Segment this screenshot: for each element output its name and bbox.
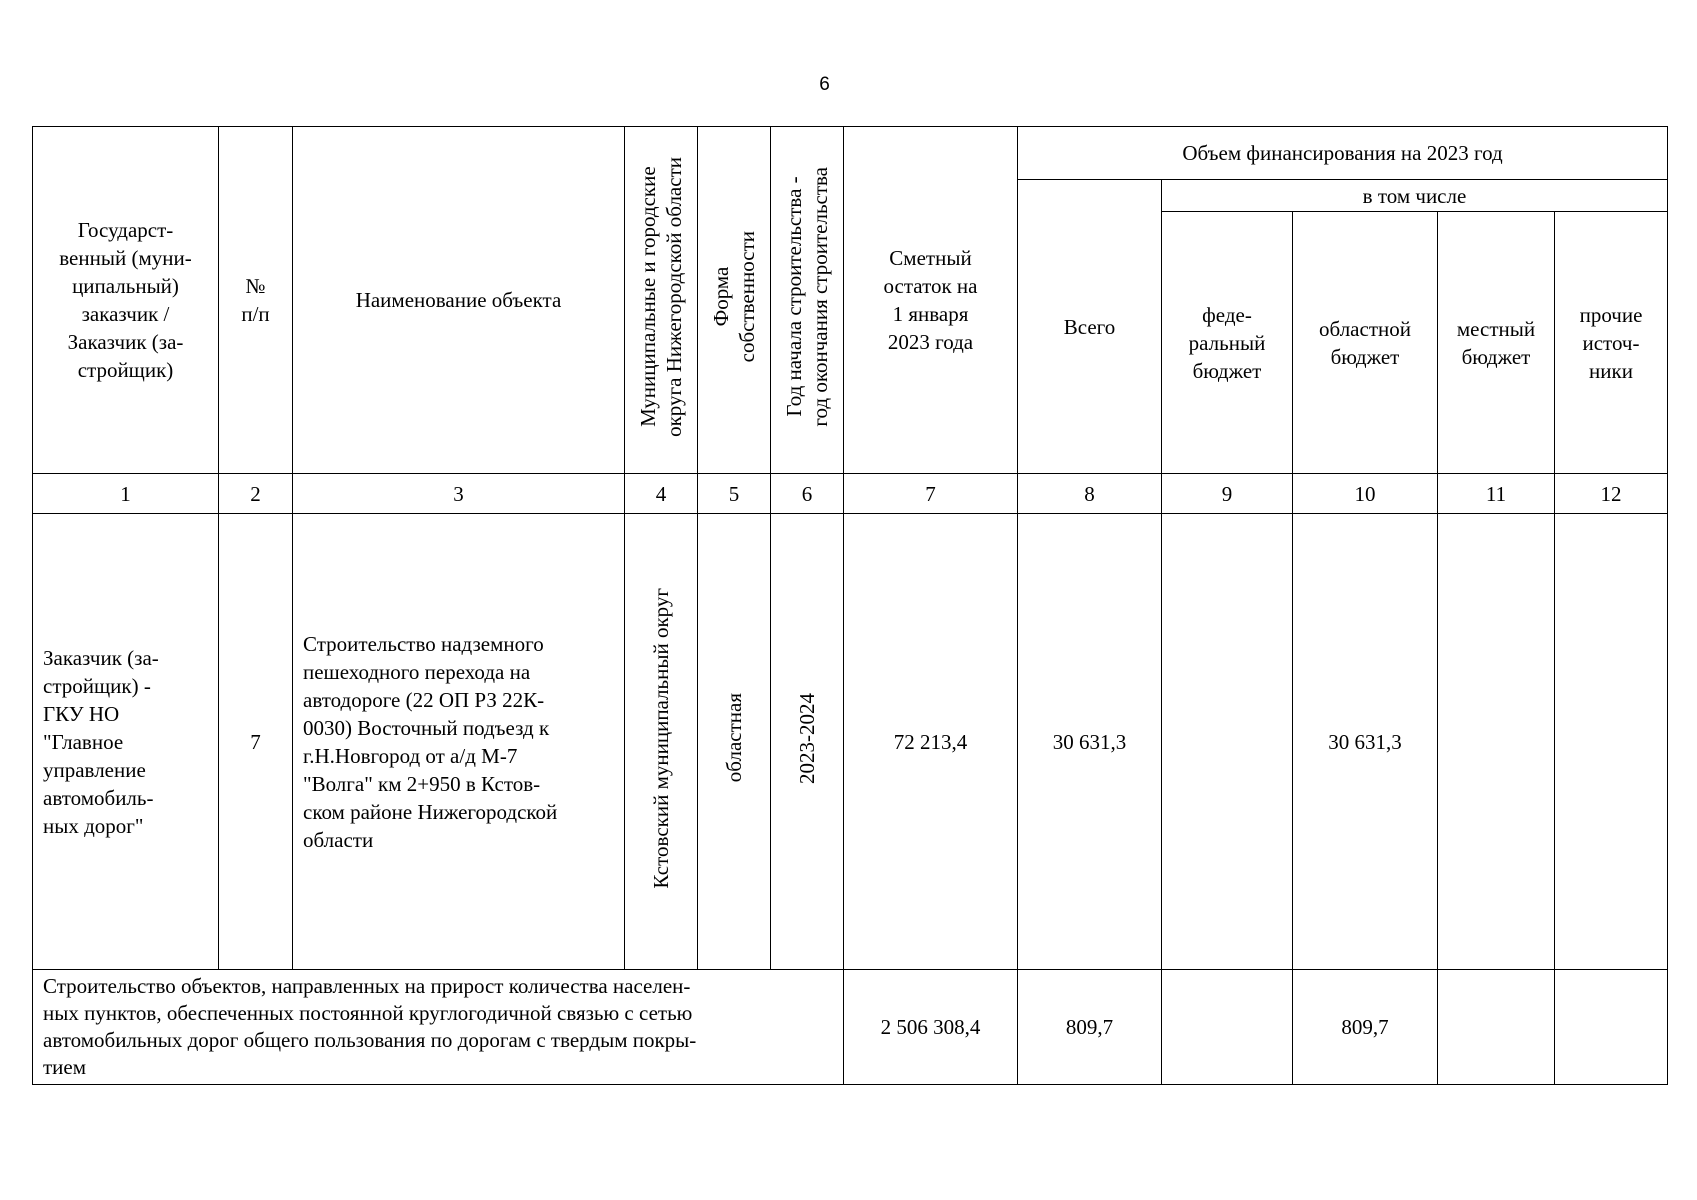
header-regional: областной бюджет: [1293, 212, 1438, 474]
summary-row: [33, 970, 1668, 1085]
row-regional: 30 631,3: [1293, 514, 1438, 970]
header-number: № п/п: [219, 127, 293, 474]
financing-table: [32, 126, 1668, 1085]
header-local: местный бюджет: [1438, 212, 1555, 474]
header-years: Год начала строительства - год окончания строительства: [782, 166, 832, 427]
summary-other: [1555, 970, 1668, 1085]
summary-federal: [1162, 970, 1293, 1085]
row-number: 7: [219, 514, 293, 970]
summary-label: Строительство объектов, направленных на прирост количества населен- ных пунктов, обеспеченных постоянной круглогодичной связью с сетью автомобильных дорог общего пользования по дорогам с твердым покры- тием: [33, 970, 844, 1085]
row-ownership-cell: [698, 514, 771, 970]
header-ownership: Форма собственности: [709, 230, 759, 363]
row-customer: Заказчик (за- стройщик) - ГКУ НО "Главное управление автомобиль- ных дорог": [33, 514, 219, 970]
row-other: [1555, 514, 1668, 970]
row-municipality-cell: [625, 514, 698, 970]
row-object-name: Строительство надземного пешеходного перехода на автодороге (22 ОП РЗ 22К- 0030) Восточный подъезд к г.Н.Новгород от а/д М-7 "Волга" км 2+950 в Кстов- ском районе Нижегородской области: [293, 514, 625, 970]
column-number: 7: [844, 474, 1018, 514]
summary-estimate: 2 506 308,4: [844, 970, 1018, 1085]
header-municipality: Муниципальные и городские округа Нижегородской области: [636, 156, 686, 437]
header-financing-group: Объем финансирования на 2023 год: [1018, 127, 1668, 180]
column-number-row: [33, 474, 1668, 514]
header-estimate: Сметный остаток на 1 января 2023 года: [844, 127, 1018, 474]
row-years-cell: [771, 514, 844, 970]
table-row: [33, 514, 1668, 970]
row-ownership: областная: [722, 693, 746, 783]
column-number: 3: [293, 474, 625, 514]
row-years: 2023-2024: [795, 692, 819, 784]
column-number: 8: [1018, 474, 1162, 514]
column-number: 2: [219, 474, 293, 514]
summary-regional: 809,7: [1293, 970, 1438, 1085]
header-other: прочие источ- ники: [1555, 212, 1668, 474]
row-total: 30 631,3: [1018, 514, 1162, 970]
header-years-cell: [771, 127, 844, 474]
header-including: в том числе: [1162, 180, 1668, 212]
row-municipality: Кстовский муниципальный округ: [649, 587, 673, 889]
summary-total: 809,7: [1018, 970, 1162, 1085]
header-ownership-cell: [698, 127, 771, 474]
column-number: 4: [625, 474, 698, 514]
summary-local: [1438, 970, 1555, 1085]
column-number: 12: [1555, 474, 1668, 514]
column-number: 10: [1293, 474, 1438, 514]
row-federal: [1162, 514, 1293, 970]
header-customer: Государст- венный (муни- ципальный) заказчик / Заказчик (за- стройщик): [33, 127, 219, 474]
column-number: 6: [771, 474, 844, 514]
column-number: 9: [1162, 474, 1293, 514]
column-number: 5: [698, 474, 771, 514]
row-estimate: 72 213,4: [844, 514, 1018, 970]
row-local: [1438, 514, 1555, 970]
column-number: 1: [33, 474, 219, 514]
header-object-name: Наименование объекта: [293, 127, 625, 474]
column-number: 11: [1438, 474, 1555, 514]
page-number: 6: [819, 74, 830, 95]
header-municipality-cell: [625, 127, 698, 474]
header-total: Всего: [1018, 180, 1162, 474]
header-federal: феде- ральный бюджет: [1162, 212, 1293, 474]
